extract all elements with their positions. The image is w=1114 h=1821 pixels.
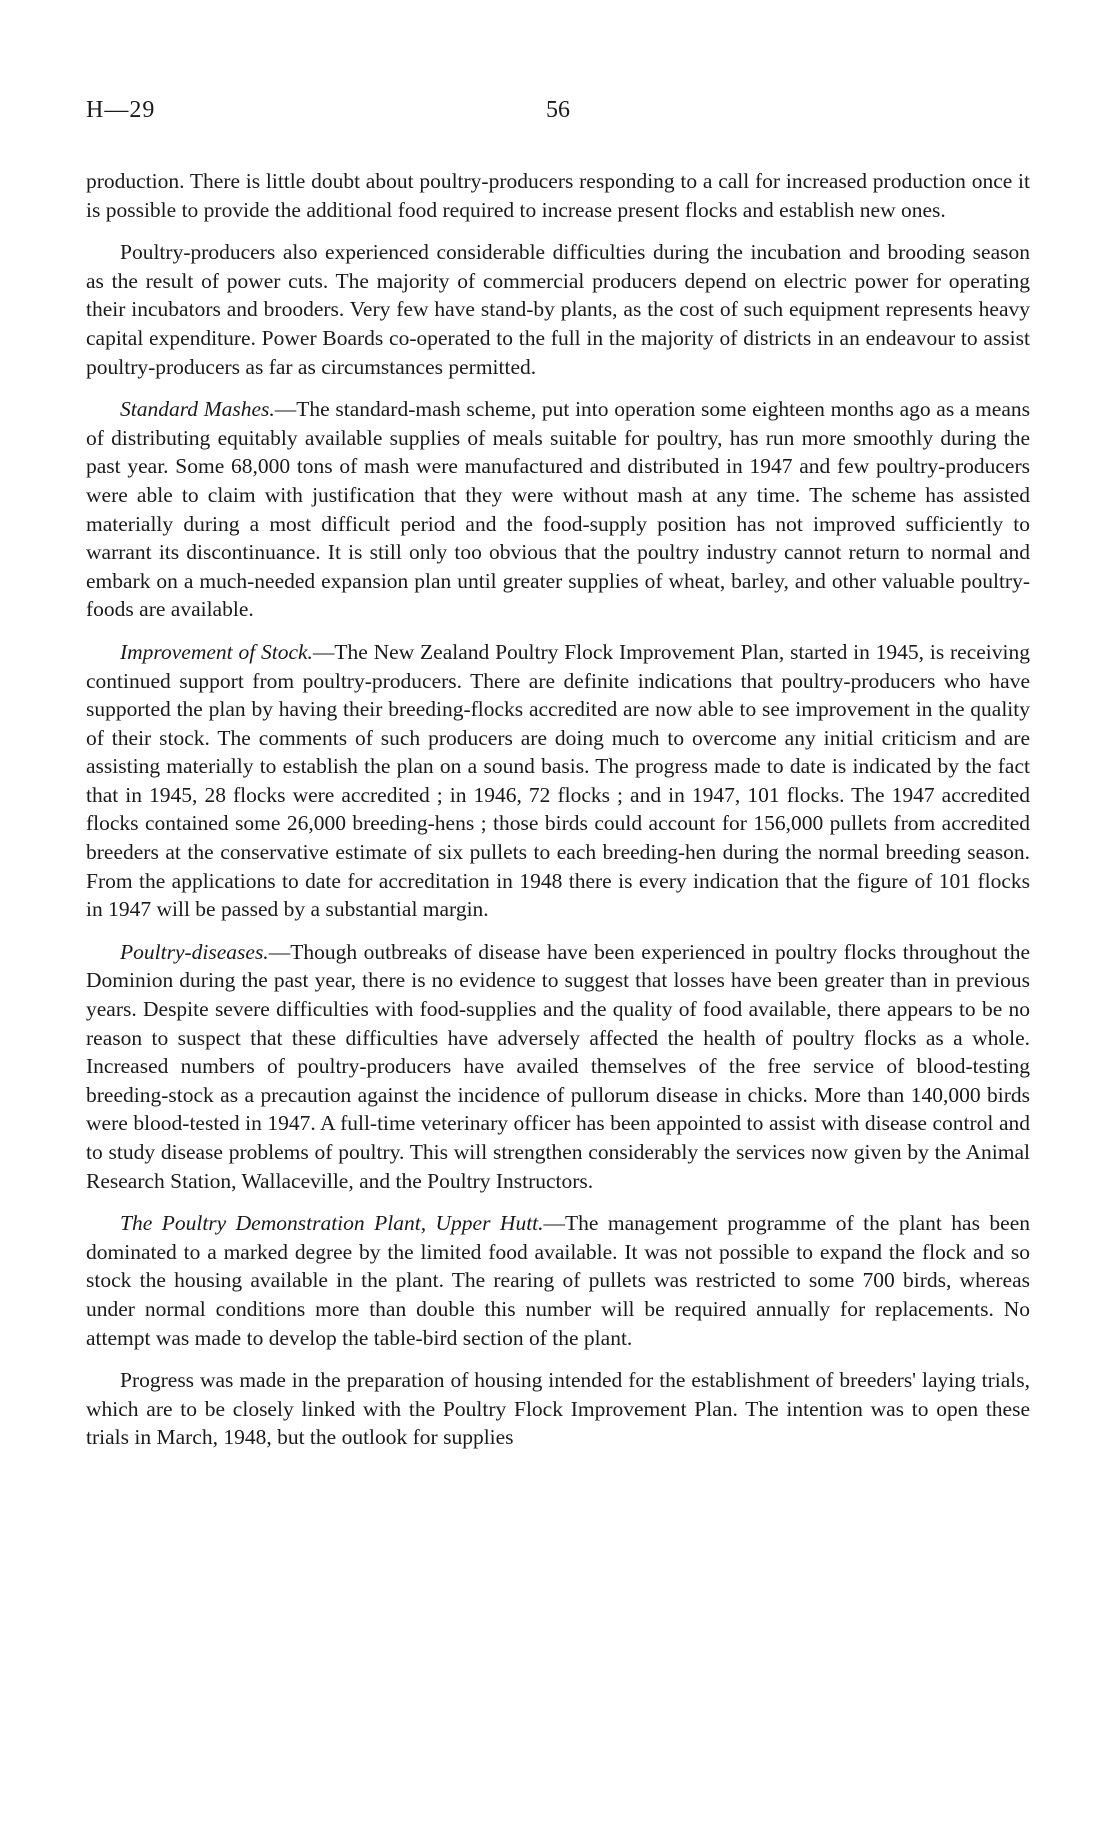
body-text [86, 167, 1030, 1466]
paragraph-demonstration-plant [86, 1209, 1030, 1352]
paragraph-text: Poultry-producers also experienced considerable difficulties during the incubation and brooding season as the result of power cuts. The majority of commercial producers depend on electric power for operating their incubators and brooders. Very few have stand-by plants, as the cost of such equipment represents heavy capital expenditure. Power Boards co-operated to the full in the majority of districts in an endeavour to assist poultry-producers as far as circumstances permitted. [86, 240, 1030, 379]
paragraph-laying-trials [86, 1366, 1030, 1452]
paragraph-text: Progress was made in the preparation of housing intended for the establishment of breeders' laying trials, which are to be closely linked with the Poultry Flock Improvement Plan. The intention was to open these trials in March, 1948, but the outlook for supplies [86, 1368, 1030, 1450]
paragraph-text: production. There is little doubt about poultry-producers responding to a call for increased production once it is possible to provide the additional food required to increase present flocks and establish new ones. [86, 169, 1030, 222]
paragraph-continuation [86, 167, 1030, 224]
page-header [86, 97, 1030, 127]
section-heading: The Poultry Demonstration Plant, Upper Hutt. [120, 1211, 544, 1236]
paragraph-standard-mashes [86, 395, 1030, 624]
section-heading: Poultry-diseases. [120, 939, 269, 964]
report-reference: H—29 [86, 97, 156, 123]
paragraph-improvement-of-stock [86, 638, 1030, 924]
paragraph-text: —The standard-mash scheme, put into operation some eighteen months ago as a means of distributing equitably available supplies of meals suitable for poultry, has run more smoothly during the past year. Some 68,000 tons of mash were manufactured and distributed in 1947 and few poultry-producers were able to claim with justification that they were without mash at any time. The scheme has assisted materially during a most difficult period and the food-supply position has not improved sufficiently to warrant its discontinuance. It is still only too obvious that the poultry industry cannot return to normal and embark on a much-needed expansion plan until greater supplies of wheat, barley, and other valuable poultry-foods are available. [86, 397, 1031, 622]
paragraph-power-cuts [86, 238, 1030, 381]
paragraph-text: —The New Zealand Poultry Flock Improvement Plan, started in 1945, is receiving continued support from poultry-producers. There are definite indications that poultry-producers who have supported the plan by having their breeding-flocks accredited are now able to see improvement in the quality of their stock. The comments of such producers are doing much to overcome any initial criticism and are assisting materially to establish the plan on a sound basis. The progress made to date is indicated by the fact that in 1945, 28 flocks were accredited ; in 1946, 72 flocks ; and in 1947, 101 flocks. The 1947 accredited flocks contained some 26,000 breeding-hens ; those birds could account for 156,000 pullets from accredited breeders at the conservative estimate of six pullets to each breeding-hen during the normal breeding season. From the applications to date for accreditation in 1948 there is every indication that the figure of 101 flocks in 1947 will be passed by a substantial margin. [86, 639, 1030, 922]
page-number: 56 [546, 97, 570, 123]
paragraph-text: —Though outbreaks of disease have been experienced in poultry flocks throughout the Dominion during the past year, there is no evidence to suggest that losses have been greater than in previous years. Despite severe difficulties with food-supplies and the quality of food available, there appears to be no reason to suspect that these difficulties have adversely affected the health of poultry flocks as a whole. Increased numbers of poultry-producers have availed themselves of the free service of blood-testing breeding-stock as a precaution against the incidence of pullorum disease in chicks. More than 140,000 birds were blood-tested in 1947. A full-time veterinary officer has been appointed to assist with disease control and to study disease problems of poultry. This will strengthen considerably the services now given by the Animal Research Station, Wallaceville, and the Poultry Instructors. [86, 939, 1030, 1193]
paragraph-text: —The management programme of the plant has been dominated to a marked degree by the limited food available. It was not possible to expand the flock and so stock the housing available in the plant. The rearing of pullets was restricted to some 700 birds, whereas under normal conditions more than double this number will be required annually for replacements. No attempt was made to develop the table-bird section of the plant. [86, 1211, 1030, 1350]
section-heading: Standard Mashes. [120, 397, 275, 422]
section-heading: Improvement of Stock. [120, 639, 313, 664]
paragraph-poultry-diseases [86, 938, 1030, 1195]
